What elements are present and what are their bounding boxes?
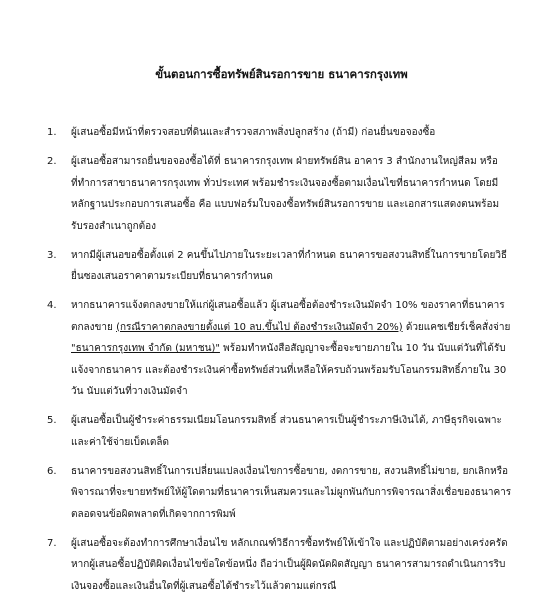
step-item <box>47 533 516 598</box>
document-title: ขั้นตอนการซื้อทรัพย์สินรอการขาย ธนาคารกรุงเทพ <box>155 67 408 81</box>
step-text: ผู้เสนอซื้อสามารถยื่นขอจองซื้อได้ที่ ธนาคารกรุงเทพ ฝ่ายทรัพย์สิน อาคาร 3 สำนักงานใหญ่สีลม หรือที่ทำการสาขาธนาคารกรุงเทพ ทั่วประเทศ พร้อมชำระเงินจองซื้อตามเงื่อนไขที่ธนาคารกำหนด โดยมีหลักฐานประกอบการเสนอซื้อ คือ แบบฟอร์มใบจองซื้อทรัพย์สินรอการขาย และเอกสารแสดงตนพร้อมรับรองสำเนาถูกต้อง <box>71 156 500 232</box>
underlined-payee-name: "ธนาคารกรุงเทพ จำกัด (มหาชน)" <box>71 343 220 354</box>
step-text: ผู้เสนอซื้อมีหน้าที่ตรวจสอบที่ดินและสำรวจสภาพสิ่งปลูกสร้าง (ถ้ามี) ก่อนยื่นขอจองซื้อ <box>71 127 436 138</box>
step-number: 6. <box>47 465 57 477</box>
step-number: 2. <box>47 156 57 167</box>
step-text-part: หากธนาคารแจ้งตกลงขายให้แก่ผู้เสนอซื้อแล้ว ผู้เสนอซื้อต้องชำระเงินมัดจำ 10% ของราคาที่ธนาคารตกลงขาย <box>71 300 505 333</box>
step-item <box>47 295 516 403</box>
step-text: หากมีผู้เสนอขอซื้อตั้งแต่ 2 คนขึ้นไปภายในระยะเวลาที่กำหนด ธนาคารขอสงวนสิทธิ์ในการขายโดยวิธียื่นซองเสนอราคาตามระเบียบที่ธนาคารกำหนด <box>71 249 508 282</box>
step-item <box>47 151 516 237</box>
step-text-part: พร้อมทำหนังสือสัญญาจะซื้อจะขายภายใน 10 วัน นับแต่วันที่ได้รับแจ้งจากธนาคาร และต้องชำระเงินค่าซื้อทรัพย์ส่วนที่เหลือให้ครบถ้วนพร้อมรับโอนกรรมสิทธิ์ภายใน 30 วัน นับแต่วันที่วางเงินมัดจำ <box>71 343 507 397</box>
step-text: ธนาคารขอสงวนสิทธิ์ในการเปลี่ยนแปลงเงื่อนไขการซื้อขาย, งดการขาย, สงวนสิทธิ์ไม่ขาย, ยกเลิกหรือพิจารณาที่จะขายทรัพย์ให้ผู้ใดตามที่ธนาคารเห็นสมควรและไม่ผูกพันกับการพิจารณาสิ่งเชื่อของธนาคาร ตลอดจนข้อผิดพลาดที่เกิดจากการพิมพ์ <box>71 465 512 520</box>
step-number: 7. <box>47 537 57 549</box>
step-item <box>47 122 516 144</box>
step-number: 5. <box>47 415 57 426</box>
step-item <box>47 410 516 453</box>
step-text-part: ด้วยแคชเชียร์เช็คสั่งจ่าย <box>402 321 511 333</box>
step-number: 4. <box>47 300 57 311</box>
step-number: 3. <box>47 249 57 261</box>
step-item <box>47 461 516 526</box>
step-number: 1. <box>47 127 57 138</box>
steps-list <box>47 122 516 597</box>
step-text: ผู้เสนอซื้อเป็นผู้ชำระค่าธรรมเนียมโอนกรรมสิทธิ์ ส่วนธนาคารเป็นผู้ชำระภาษีเงินได้, ภาษีธุรกิจเฉพาะ และค่าใช้จ่ายเบ็ดเตล็ด <box>71 415 502 448</box>
step-text <box>71 295 516 403</box>
underlined-deposit-condition: (กรณีราคาตกลงขายตั้งแต่ 10 ลบ.ขึ้นไป ต้องชำระเงินมัดจำ 20%) <box>116 321 403 333</box>
step-text: ผู้เสนอซื้อจะต้องทำการศึกษาเงื่อนไข หลักเกณฑ์วิธีการซื้อทรัพย์ให้เข้าใจ และปฏิบัติตามอย่างเคร่งครัด หากผู้เสนอซื้อปฏิบัติผิดเงื่อนไขข้อใดข้อหนึ่ง ถือว่าเป็นผู้ผิดนัดผิดสัญญา ธนาคารสามารถดำเนินการริบเงินจองซื้อและเงินอื่นใดที่ผู้เสนอซื้อได้ชำระไว้แล้วตามแต่กรณี <box>71 537 508 592</box>
step-item <box>47 245 516 288</box>
